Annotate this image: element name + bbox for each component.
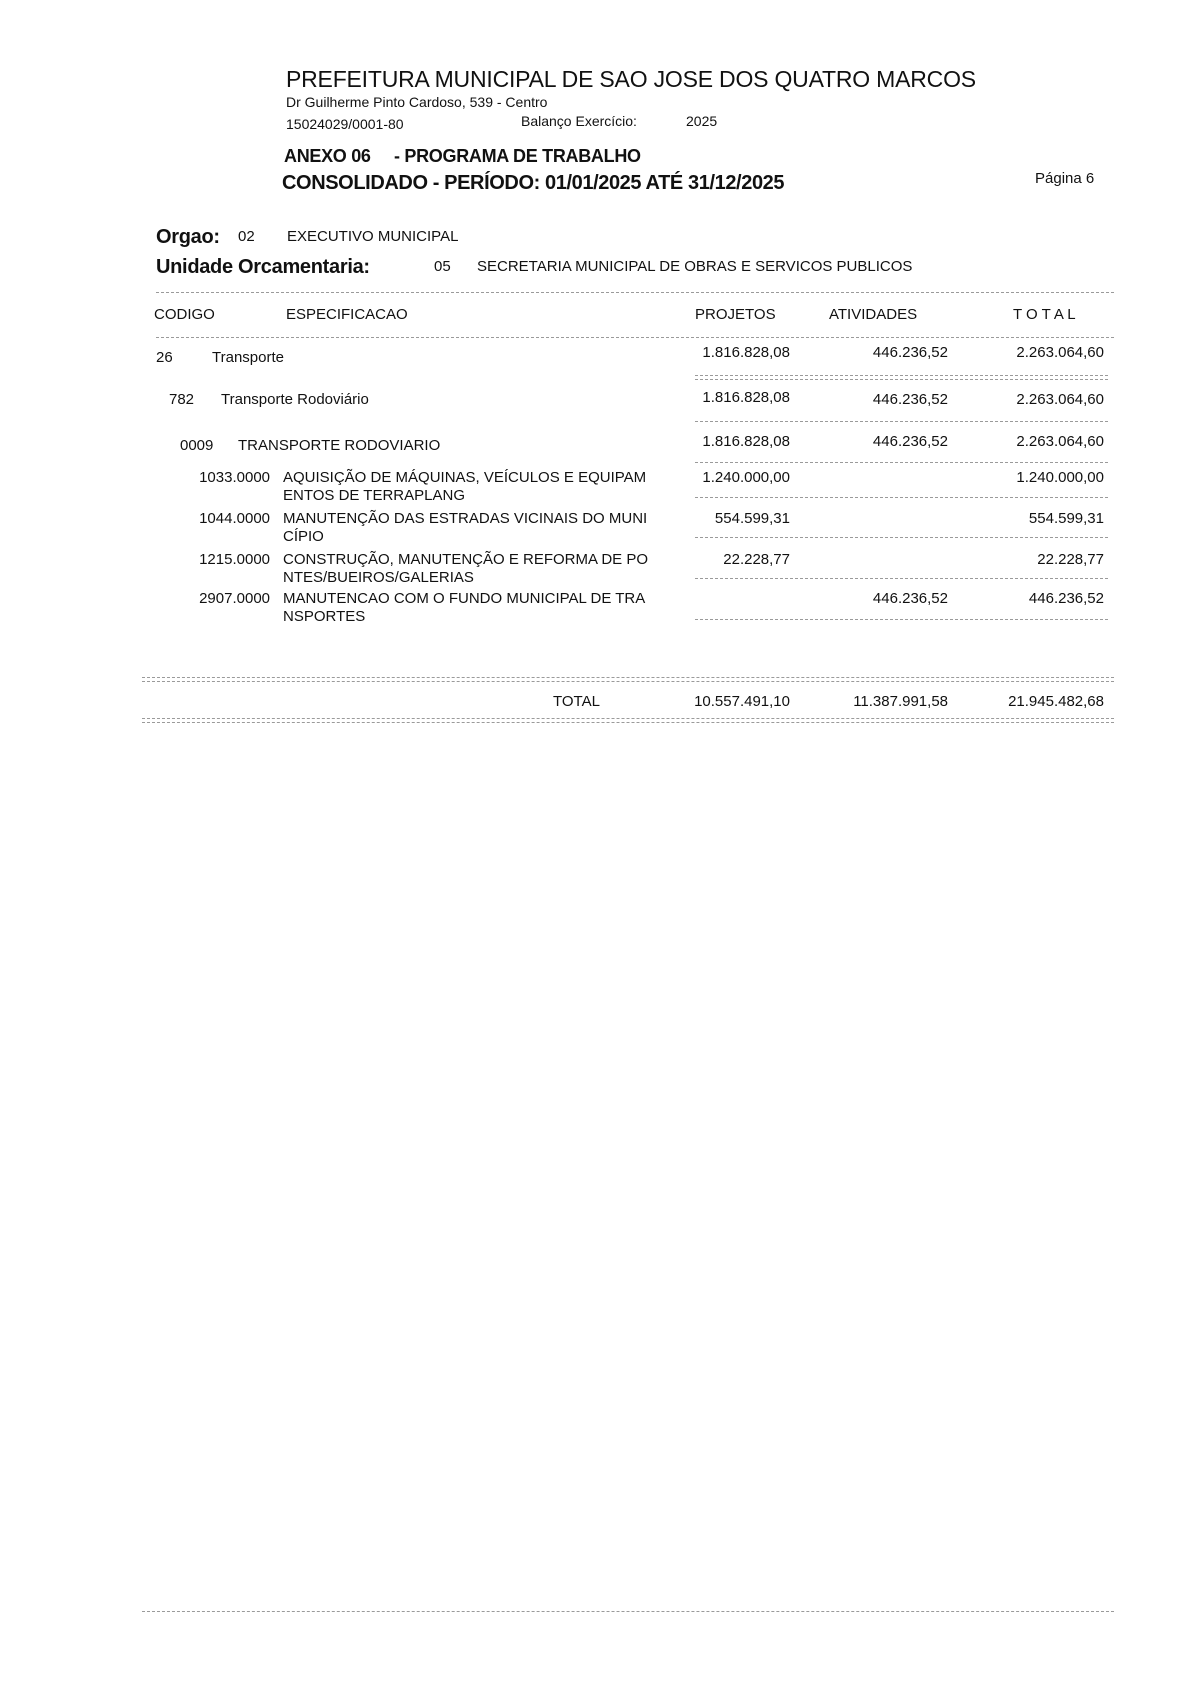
funcao-projetos: 1.816.828,08: [702, 344, 790, 361]
row-divider: [695, 537, 1108, 538]
period: CONSOLIDADO - PERÍODO: 01/01/2025 ATÉ 31/12/2025: [282, 172, 785, 194]
acao-code: 2907.0000: [199, 590, 270, 607]
row-divider: [695, 578, 1108, 579]
funcao-atividades: 446.236,52: [872, 344, 948, 361]
programa-total: 2.263.064,60: [1016, 433, 1104, 450]
divider: [156, 292, 1114, 293]
acao-name-line2: NTES/BUEIROS/GALERIAS: [283, 569, 474, 586]
total-atividades: 11.387.991,58: [853, 693, 948, 710]
footer-divider: [142, 1611, 1114, 1612]
acao-name-line1: AQUISIÇÃO DE MÁQUINAS, VEÍCULOS E EQUIPAM: [283, 469, 647, 486]
col-atividades: ATIVIDADES: [829, 306, 918, 323]
subfuncao-code: 782: [169, 391, 195, 408]
acao-total: 554.599,31: [1028, 510, 1104, 527]
org-name: PREFEITURA MUNICIPAL DE SAO JOSE DOS QUATRO MARCOS: [286, 66, 976, 92]
subfuncao-total: 2.263.064,60: [1016, 391, 1104, 408]
col-total: T O T A L: [1013, 306, 1076, 323]
total-projetos: 10.557.491,10: [694, 693, 790, 710]
balanco-year: 2025: [686, 113, 718, 129]
acao-code: 1044.0000: [199, 510, 270, 527]
row-divider: [695, 497, 1108, 498]
cnpj: 15024029/0001-80: [286, 116, 404, 132]
annex-title: - PROGRAMA DE TRABALHO: [394, 146, 641, 166]
divider: [156, 337, 1114, 338]
row-divider: [695, 619, 1108, 620]
subfuncao-projetos: 1.816.828,08: [702, 389, 790, 406]
acao-total: 446.236,52: [1028, 590, 1104, 607]
orgao-code: 02: [238, 228, 255, 245]
funcao-total: 2.263.064,60: [1016, 344, 1104, 361]
subtotal-divider: [695, 421, 1108, 422]
acao-code: 1215.0000: [199, 551, 270, 568]
col-codigo: CODIGO: [154, 306, 215, 323]
balanco-label: Balanço Exercício:: [521, 113, 637, 129]
acao-projetos: 22.228,77: [723, 551, 790, 568]
acao-name-line2: NSPORTES: [283, 608, 366, 625]
total-total: 21.945.482,68: [1008, 693, 1104, 710]
acao-projetos: 554.599,31: [714, 510, 790, 527]
orgao-label: Orgao:: [156, 226, 220, 248]
acao-code: 1033.0000: [199, 469, 270, 486]
programa-atividades: 446.236,52: [872, 433, 948, 450]
orgao-name: EXECUTIVO MUNICIPAL: [287, 228, 459, 245]
unidade-label: Unidade Orcamentaria:: [156, 256, 370, 278]
acao-total: 22.228,77: [1037, 551, 1104, 568]
acao-total: 1.240.000,00: [1016, 469, 1104, 486]
programa-name: TRANSPORTE RODOVIARIO: [238, 437, 441, 454]
address: Dr Guilherme Pinto Cardoso, 539 - Centro: [286, 94, 548, 110]
subfuncao-atividades: 446.236,52: [872, 391, 948, 408]
funcao-name: Transporte: [212, 349, 284, 366]
acao-name-line2: ENTOS DE TERRAPLANG: [283, 487, 465, 504]
acao-name-line1: MANUTENCAO COM O FUNDO MUNICIPAL DE TRA: [283, 590, 646, 607]
acao-atividades: 446.236,52: [872, 590, 948, 607]
acao-name-line1: MANUTENÇÃO DAS ESTRADAS VICINAIS DO MUNI: [283, 510, 648, 527]
subtotal-divider: [695, 462, 1108, 463]
acao-name-line2: CÍPIO: [283, 528, 324, 545]
programa-code: 0009: [180, 437, 214, 454]
page-number: Página 6: [1035, 170, 1095, 187]
total-divider: [142, 677, 1114, 682]
acao-name-line1: CONSTRUÇÃO, MANUTENÇÃO E REFORMA DE PO: [283, 551, 649, 568]
col-especificacao: ESPECIFICACAO: [286, 306, 408, 323]
funcao-code: 26: [156, 349, 173, 366]
subfuncao-name: Transporte Rodoviário: [221, 391, 369, 408]
total-divider: [142, 718, 1114, 723]
programa-projetos: 1.816.828,08: [702, 433, 790, 450]
total-label: TOTAL: [553, 693, 600, 710]
subtotal-divider: [695, 375, 1108, 380]
unidade-name: SECRETARIA MUNICIPAL DE OBRAS E SERVICOS PUBLICOS: [477, 258, 913, 275]
col-projetos: PROJETOS: [695, 306, 776, 323]
unidade-code: 05: [434, 258, 451, 275]
acao-projetos: 1.240.000,00: [702, 469, 790, 486]
annex-number: ANEXO 06: [284, 146, 371, 166]
